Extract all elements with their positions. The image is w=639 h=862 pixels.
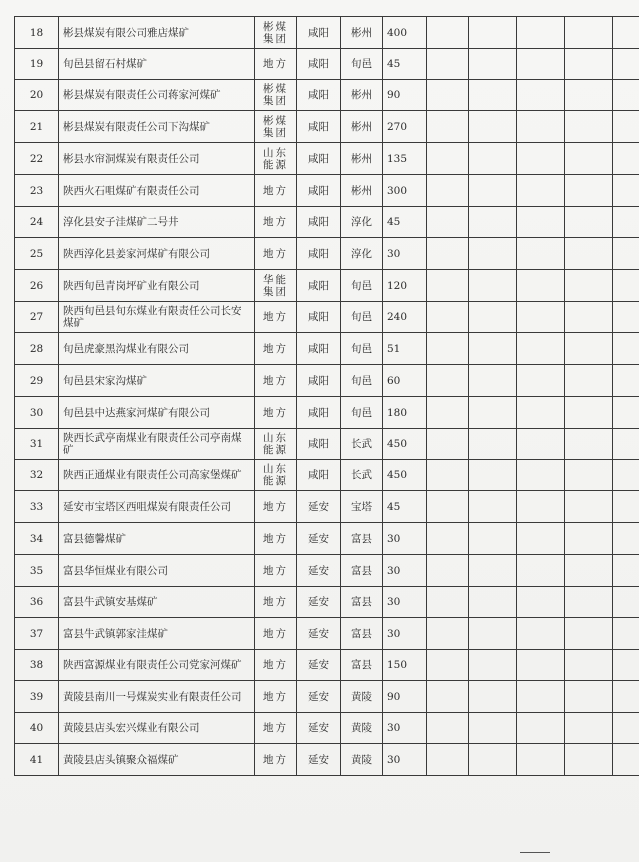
row-number-cell: 28 [15,333,59,365]
city-cell: 延安 [297,491,341,523]
mine-name-cell: 黄陵县店头宏兴煤业有限公司 [59,713,255,744]
empty-cell [565,333,613,365]
capacity-cell: 300 [383,175,427,207]
empty-cell [517,429,565,460]
empty-cell [427,491,469,523]
table-row [15,365,639,397]
row-number-cell: 33 [15,491,59,523]
capacity-cell: 450 [383,460,427,491]
capacity-cell: 450 [383,429,427,460]
row-number-cell: 38 [15,650,59,681]
empty-cell [469,143,517,175]
empty-cell [427,555,469,587]
capacity-cell: 30 [383,618,427,650]
city-cell: 咸阳 [297,175,341,207]
county-cell: 黄陵 [341,744,383,776]
empty-cell [613,587,639,618]
empty-cell [427,365,469,397]
empty-cell [427,713,469,744]
empty-cell [427,49,469,80]
group-affiliation-cell: 地方 [255,302,297,333]
mine-name-cell: 旬邑县宋家沟煤矿 [59,365,255,397]
empty-cell [517,650,565,681]
table-row [15,175,639,207]
empty-cell [517,49,565,80]
empty-cell [427,397,469,429]
empty-cell [565,111,613,143]
group-affiliation-cell: 华能集团 [255,270,297,302]
capacity-cell: 400 [383,17,427,49]
empty-cell [613,143,639,175]
city-cell: 延安 [297,744,341,776]
empty-cell [517,397,565,429]
row-number-cell: 39 [15,681,59,713]
empty-cell [565,491,613,523]
county-cell: 旬邑 [341,365,383,397]
empty-cell [469,681,517,713]
empty-cell [613,460,639,491]
city-cell: 咸阳 [297,270,341,302]
empty-cell [517,238,565,270]
empty-cell [613,523,639,555]
city-cell: 延安 [297,618,341,650]
table-row [15,302,639,333]
row-number-cell: 23 [15,175,59,207]
empty-cell [469,111,517,143]
county-cell: 富县 [341,587,383,618]
empty-cell [469,175,517,207]
empty-cell [517,143,565,175]
city-cell: 咸阳 [297,238,341,270]
group-affiliation-cell: 地方 [255,365,297,397]
empty-cell [427,270,469,302]
mine-name-cell: 旬邑县留石村煤矿 [59,49,255,80]
city-cell: 咸阳 [297,80,341,111]
table-row [15,618,639,650]
capacity-cell: 30 [383,555,427,587]
empty-cell [613,681,639,713]
group-affiliation-cell: 彬煤集团 [255,17,297,49]
capacity-cell: 30 [383,587,427,618]
city-cell: 延安 [297,713,341,744]
capacity-cell: 51 [383,333,427,365]
table-row [15,111,639,143]
table-row [15,744,639,776]
empty-cell [565,523,613,555]
row-number-cell: 29 [15,365,59,397]
row-number-cell: 35 [15,555,59,587]
empty-cell [565,650,613,681]
city-cell: 咸阳 [297,365,341,397]
empty-cell [565,207,613,238]
row-number-cell: 30 [15,397,59,429]
empty-cell [469,555,517,587]
county-cell: 旬邑 [341,270,383,302]
empty-cell [517,17,565,49]
coal-mine-table [14,16,639,776]
group-affiliation-cell: 地方 [255,491,297,523]
empty-cell [427,80,469,111]
mine-name-cell: 陕西正通煤业有限责任公司高家堡煤矿 [59,460,255,491]
mine-name-cell: 彬县煤炭有限公司雅店煤矿 [59,17,255,49]
empty-cell [427,333,469,365]
empty-cell [517,681,565,713]
row-number-cell: 27 [15,302,59,333]
county-cell: 宝塔 [341,491,383,523]
group-affiliation-cell: 地方 [255,650,297,681]
city-cell: 咸阳 [297,111,341,143]
row-number-cell: 25 [15,238,59,270]
empty-cell [469,650,517,681]
mine-name-cell: 富县德馨煤矿 [59,523,255,555]
empty-cell [517,618,565,650]
capacity-cell: 150 [383,650,427,681]
city-cell: 咸阳 [297,49,341,80]
empty-cell [517,713,565,744]
empty-cell [427,429,469,460]
county-cell: 黄陵 [341,681,383,713]
group-affiliation-cell: 地方 [255,397,297,429]
table-row [15,49,639,80]
county-cell: 富县 [341,523,383,555]
county-cell: 旬邑 [341,302,383,333]
empty-cell [469,80,517,111]
row-number-cell: 20 [15,80,59,111]
table-row [15,681,639,713]
table-row [15,460,639,491]
capacity-cell: 60 [383,365,427,397]
empty-cell [613,17,639,49]
empty-cell [565,618,613,650]
group-affiliation-cell: 彬煤集团 [255,111,297,143]
empty-cell [565,397,613,429]
empty-cell [469,397,517,429]
group-affiliation-cell: 地方 [255,175,297,207]
empty-cell [613,618,639,650]
empty-cell [613,397,639,429]
empty-cell [469,302,517,333]
group-affiliation-cell: 地方 [255,681,297,713]
empty-cell [469,744,517,776]
mine-name-cell: 黄陵县店头镇聚众福煤矿 [59,744,255,776]
group-affiliation-cell: 山东能源 [255,143,297,175]
row-number-cell: 19 [15,49,59,80]
empty-cell [613,80,639,111]
city-cell: 延安 [297,587,341,618]
group-affiliation-cell: 地方 [255,744,297,776]
empty-cell [427,650,469,681]
mine-name-cell: 黄陵县南川一号煤炭实业有限责任公司 [59,681,255,713]
county-cell: 彬州 [341,17,383,49]
group-affiliation-cell: 地方 [255,713,297,744]
empty-cell [613,555,639,587]
empty-cell [469,429,517,460]
table-row [15,491,639,523]
table-row [15,429,639,460]
empty-cell [427,143,469,175]
table-row [15,555,639,587]
empty-cell [565,302,613,333]
city-cell: 咸阳 [297,17,341,49]
empty-cell [517,207,565,238]
row-number-cell: 40 [15,713,59,744]
county-cell: 彬州 [341,80,383,111]
county-cell: 富县 [341,555,383,587]
empty-cell [469,713,517,744]
row-number-cell: 26 [15,270,59,302]
row-number-cell: 37 [15,618,59,650]
empty-cell [613,650,639,681]
empty-cell [613,207,639,238]
mine-name-cell: 富县华恒煤业有限公司 [59,555,255,587]
table-row [15,397,639,429]
table-row [15,523,639,555]
mine-name-cell: 陕西火石咀煤矿有限责任公司 [59,175,255,207]
empty-cell [613,744,639,776]
table-row [15,207,639,238]
empty-cell [565,49,613,80]
empty-cell [469,17,517,49]
row-number-cell: 18 [15,17,59,49]
empty-cell [427,175,469,207]
empty-cell [517,111,565,143]
table-body [15,17,639,776]
mine-name-cell: 延安市宝塔区西咀煤炭有限责任公司 [59,491,255,523]
empty-cell [517,365,565,397]
capacity-cell: 45 [383,207,427,238]
group-affiliation-cell: 地方 [255,333,297,365]
row-number-cell: 24 [15,207,59,238]
empty-cell [427,587,469,618]
city-cell: 咸阳 [297,460,341,491]
empty-cell [517,302,565,333]
capacity-cell: 270 [383,111,427,143]
county-cell: 富县 [341,650,383,681]
empty-cell [565,238,613,270]
group-affiliation-cell: 地方 [255,207,297,238]
table-row [15,333,639,365]
county-cell: 长武 [341,429,383,460]
empty-cell [427,17,469,49]
capacity-cell: 30 [383,713,427,744]
empty-cell [613,365,639,397]
table-row [15,587,639,618]
mine-name-cell: 陕西富源煤业有限责任公司党家河煤矿 [59,650,255,681]
city-cell: 咸阳 [297,397,341,429]
group-affiliation-cell: 地方 [255,523,297,555]
city-cell: 延安 [297,555,341,587]
empty-cell [427,460,469,491]
row-number-cell: 41 [15,744,59,776]
capacity-cell: 135 [383,143,427,175]
capacity-cell: 30 [383,238,427,270]
city-cell: 咸阳 [297,207,341,238]
empty-cell [613,270,639,302]
capacity-cell: 30 [383,523,427,555]
capacity-cell: 240 [383,302,427,333]
empty-cell [613,49,639,80]
county-cell: 彬州 [341,143,383,175]
empty-cell [427,618,469,650]
group-affiliation-cell: 地方 [255,587,297,618]
page-edge-mark [520,852,550,857]
city-cell: 延安 [297,650,341,681]
capacity-cell: 180 [383,397,427,429]
empty-cell [613,238,639,270]
city-cell: 咸阳 [297,143,341,175]
empty-cell [427,523,469,555]
empty-cell [613,302,639,333]
mine-name-cell: 彬县煤炭有限责任公司蒋家河煤矿 [59,80,255,111]
county-cell: 旬邑 [341,397,383,429]
row-number-cell: 31 [15,429,59,460]
city-cell: 咸阳 [297,302,341,333]
empty-cell [517,333,565,365]
empty-cell [517,491,565,523]
county-cell: 富县 [341,618,383,650]
mine-name-cell: 陕西旬邑青岗坪矿业有限公司 [59,270,255,302]
empty-cell [469,491,517,523]
empty-cell [427,681,469,713]
empty-cell [427,207,469,238]
county-cell: 淳化 [341,207,383,238]
county-cell: 彬州 [341,111,383,143]
empty-cell [565,713,613,744]
mine-name-cell: 旬邑县中达燕家河煤矿有限公司 [59,397,255,429]
group-affiliation-cell: 山东能源 [255,429,297,460]
empty-cell [517,270,565,302]
mine-name-cell: 陕西淳化县姜家河煤矿有限公司 [59,238,255,270]
mine-name-cell: 富县牛武镇郭家洼煤矿 [59,618,255,650]
empty-cell [613,429,639,460]
county-cell: 旬邑 [341,49,383,80]
capacity-cell: 45 [383,491,427,523]
group-affiliation-cell: 地方 [255,49,297,80]
mine-name-cell: 彬县水帘洞煤炭有限责任公司 [59,143,255,175]
empty-cell [565,460,613,491]
capacity-cell: 45 [383,49,427,80]
empty-cell [613,111,639,143]
empty-cell [565,175,613,207]
empty-cell [427,302,469,333]
table-row [15,650,639,681]
group-affiliation-cell: 地方 [255,618,297,650]
row-number-cell: 32 [15,460,59,491]
empty-cell [565,365,613,397]
group-affiliation-cell: 地方 [255,238,297,270]
capacity-cell: 120 [383,270,427,302]
capacity-cell: 90 [383,80,427,111]
empty-cell [517,555,565,587]
mine-name-cell: 富县牛武镇安基煤矿 [59,587,255,618]
capacity-cell: 30 [383,744,427,776]
city-cell: 咸阳 [297,333,341,365]
empty-cell [517,80,565,111]
empty-cell [565,17,613,49]
table-row [15,238,639,270]
empty-cell [517,587,565,618]
group-affiliation-cell: 地方 [255,555,297,587]
empty-cell [469,49,517,80]
table-row [15,17,639,49]
empty-cell [469,333,517,365]
mine-name-cell: 陕西旬邑县旬东煤业有限责任公司长安煤矿 [59,302,255,333]
mine-name-cell: 陕西长武亭南煤业有限责任公司亭南煤矿 [59,429,255,460]
empty-cell [613,333,639,365]
row-number-cell: 22 [15,143,59,175]
empty-cell [565,80,613,111]
empty-cell [613,491,639,523]
capacity-cell: 90 [383,681,427,713]
table-row [15,143,639,175]
row-number-cell: 34 [15,523,59,555]
empty-cell [469,587,517,618]
table-row [15,713,639,744]
empty-cell [517,460,565,491]
empty-cell [565,744,613,776]
group-affiliation-cell: 彬煤集团 [255,80,297,111]
table-row [15,270,639,302]
empty-cell [427,111,469,143]
empty-cell [517,175,565,207]
empty-cell [427,238,469,270]
county-cell: 黄陵 [341,713,383,744]
mine-name-cell: 彬县煤炭有限责任公司下沟煤矿 [59,111,255,143]
county-cell: 长武 [341,460,383,491]
empty-cell [469,207,517,238]
mine-name-cell: 旬邑虎豪黑沟煤业有限公司 [59,333,255,365]
group-affiliation-cell: 山东能源 [255,460,297,491]
empty-cell [565,429,613,460]
empty-cell [565,681,613,713]
empty-cell [469,523,517,555]
county-cell: 淳化 [341,238,383,270]
mine-name-cell: 淳化县安子洼煤矿二号井 [59,207,255,238]
city-cell: 延安 [297,681,341,713]
county-cell: 旬邑 [341,333,383,365]
table-row [15,80,639,111]
county-cell: 彬州 [341,175,383,207]
empty-cell [565,587,613,618]
empty-cell [469,365,517,397]
empty-cell [565,143,613,175]
empty-cell [613,713,639,744]
empty-cell [565,270,613,302]
empty-cell [517,523,565,555]
empty-cell [613,175,639,207]
empty-cell [469,270,517,302]
empty-cell [427,744,469,776]
empty-cell [517,744,565,776]
empty-cell [469,618,517,650]
row-number-cell: 36 [15,587,59,618]
city-cell: 咸阳 [297,429,341,460]
empty-cell [469,238,517,270]
row-number-cell: 21 [15,111,59,143]
city-cell: 延安 [297,523,341,555]
empty-cell [469,460,517,491]
empty-cell [565,555,613,587]
